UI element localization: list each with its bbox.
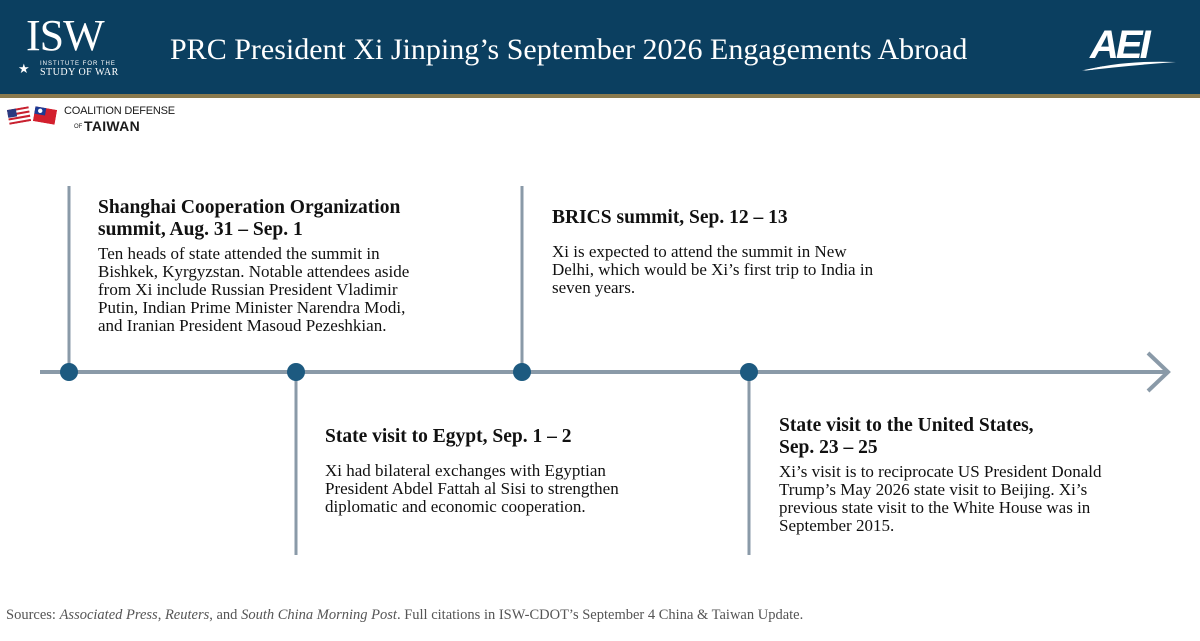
event-us-visit [779, 415, 1101, 535]
event-description-line: Xi is expected to attend the summit in New [552, 242, 847, 261]
event-description [98, 245, 409, 335]
event-description-line: Xi had bilateral exchanges with Egyptian [325, 461, 606, 480]
aei-logo [1082, 22, 1178, 72]
event-description [325, 462, 619, 516]
event-description [779, 463, 1101, 535]
event-title-line: State visit to the United States, [779, 415, 1034, 436]
source-scmp: South China Morning Post [241, 607, 397, 623]
event-title [325, 426, 619, 448]
isw-logo-letters: ISW [26, 11, 104, 60]
star-icon: ★ [18, 61, 30, 76]
sources-sep: , and [209, 607, 242, 623]
event-description [552, 243, 873, 297]
event-title-line: summit, Aug. 31 – Sep. 1 [98, 219, 303, 240]
event-description-line: Xi’s visit is to reciprocate US President Donald [779, 462, 1102, 481]
event-description-line: previous state visit to the White House was in [779, 498, 1091, 517]
event-description-line: September 2015. [779, 516, 895, 535]
event-description-line: diplomatic and economic cooperation. [325, 497, 586, 516]
sources-note [6, 606, 803, 624]
timeline-dots [60, 363, 758, 381]
timeline-dot [287, 363, 305, 381]
event-description-line: from Xi include Russian President Vladimir [98, 280, 398, 299]
cdot-logo-of: OF [74, 124, 83, 130]
sources-prefix: Sources: [6, 607, 60, 623]
isw-logo-line2: STUDY OF WAR [40, 67, 119, 78]
header-bar [0, 0, 1200, 94]
aei-logo-text: AEI [1090, 23, 1148, 67]
event-description-line: and Iranian President Masoud Pezeshkian. [98, 316, 387, 335]
taiwan-flag-icon [33, 106, 57, 125]
us-flag-icon [7, 106, 31, 125]
page-title: PRC President Xi Jinping’s September 2026 Engagements Abroad [170, 33, 968, 66]
cdot-logo [8, 104, 188, 136]
event-brics-summit [552, 207, 873, 297]
source-reuters: Reuters [164, 607, 210, 623]
event-description-line: Trump’s May 2026 state visit to Beijing. Xi’s [779, 480, 1088, 499]
event-description-line: Putin, Indian Prime Minister Narendra Modi, [98, 298, 406, 317]
event-description-line: seven years. [552, 278, 636, 297]
sources-sep: , [157, 607, 165, 623]
sources-suffix: . Full citations in ISW-CDOT’s September 4 China & Taiwan Update. [396, 607, 804, 623]
event-title-line: BRICS summit, Sep. 12 – 13 [552, 207, 788, 228]
arrowhead-icon [1148, 353, 1168, 391]
source-ap: Associated Press [59, 607, 158, 623]
event-title-line: Sep. 23 – 25 [779, 437, 878, 458]
event-sco-summit [98, 197, 409, 335]
event-description-line: Bishkek, Kyrgyzstan. Notable attendees aside [98, 262, 410, 281]
event-title-line: State visit to Egypt, Sep. 1 – 2 [325, 426, 572, 447]
timeline-dot [513, 363, 531, 381]
event-title [779, 415, 1101, 459]
timeline-dot [60, 363, 78, 381]
event-description-line: Ten heads of state attended the summit in [98, 244, 380, 263]
isw-logo-line1: INSTITUTE FOR THE [40, 61, 116, 67]
header-divider [0, 94, 1200, 98]
event-title [552, 207, 873, 229]
cdot-logo-line2: TAIWAN [84, 118, 140, 134]
event-title-line: Shanghai Cooperation Organization [98, 197, 401, 218]
event-title [98, 197, 409, 241]
isw-logo [18, 11, 130, 78]
event-egypt-visit [325, 426, 619, 516]
cdot-logo-line1: COALITION DEFENSE [64, 105, 175, 117]
timeline-dot [740, 363, 758, 381]
event-description-line: President Abdel Fattah al Sisi to strengthen [325, 479, 619, 498]
event-description-line: Delhi, which would be Xi’s first trip to India in [552, 260, 874, 279]
